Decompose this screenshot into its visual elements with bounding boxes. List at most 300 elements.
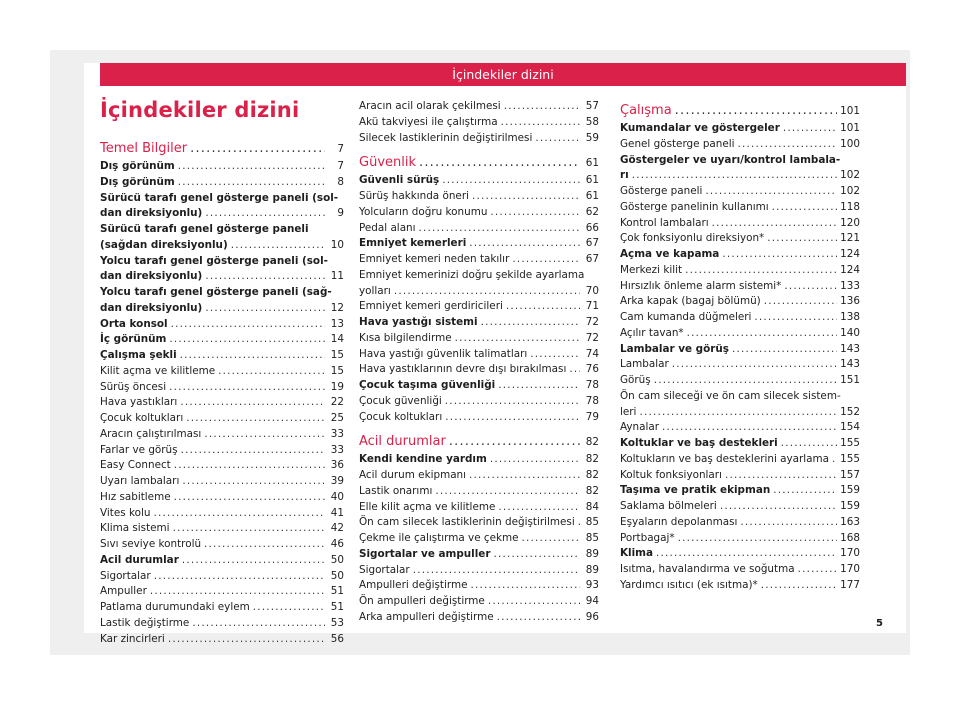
toc-page-number: 177: [840, 578, 860, 591]
dot-leader: [675, 101, 837, 120]
toc-page-number: 51: [330, 601, 344, 613]
toc-entry[interactable]: [620, 562, 860, 578]
dot-leader: [472, 189, 580, 205]
toc-page-number: 151: [840, 374, 860, 386]
toc-page-number: 96: [585, 610, 599, 623]
toc-entry[interactable]: [100, 395, 344, 411]
dot-leader: [205, 206, 325, 222]
page-title: İçindekiler dizini: [100, 98, 300, 122]
toc-entry[interactable]: [359, 547, 599, 563]
toc-entry-title: Taşıma ve pratik ekipman: [620, 484, 771, 497]
toc-entry[interactable]: [620, 326, 860, 342]
toc-entry[interactable]: [359, 515, 599, 531]
toc-page-number: 120: [840, 216, 860, 229]
toc-page-number: 74: [585, 347, 599, 360]
toc-page-number: 170: [840, 547, 860, 560]
dot-leader: [471, 578, 581, 594]
dot-leader: [578, 515, 580, 531]
toc-entry-title: Açma ve kapama: [620, 248, 720, 260]
toc-entry-title: Pedal alanı: [359, 221, 416, 234]
toc-entry[interactable]: [620, 546, 860, 562]
toc-page-number: 152: [840, 405, 860, 418]
dot-leader: [180, 348, 325, 364]
toc-entry[interactable]: [620, 515, 860, 531]
dot-leader: [498, 378, 580, 394]
toc-column-1: [100, 137, 344, 647]
toc-page-number: 101: [840, 105, 860, 117]
toc-entry-title: Sigortalar ve ampuller: [359, 547, 491, 560]
toc-entry[interactable]: [620, 200, 860, 216]
toc-entry-title: Acil durum ekipmanı: [359, 469, 467, 481]
dot-leader: [506, 299, 580, 315]
toc-entry-title: Sürüş öncesi: [100, 380, 167, 393]
toc-entry[interactable]: [100, 206, 344, 222]
toc-entry[interactable]: [100, 175, 344, 191]
dot-leader: [154, 569, 325, 585]
dot-leader: [181, 443, 325, 459]
toc-page-number: 58: [585, 115, 599, 128]
toc-entry-title: Emniyet kemerleri: [359, 237, 467, 250]
toc-page-number: 76: [585, 363, 599, 376]
toc-page-number: 136: [840, 295, 860, 308]
toc-entry[interactable]: [100, 159, 344, 175]
toc-entry-title: Aracın acil olarak çekilmesi: [359, 100, 501, 112]
toc-entry[interactable]: [359, 205, 599, 221]
toc-page-number: 8: [337, 175, 344, 188]
toc-entry[interactable]: [359, 484, 599, 500]
toc-entry-title: Emniyet kemeri neden takılır: [359, 253, 510, 265]
dot-leader: [173, 521, 325, 537]
toc-entry[interactable]: [359, 315, 599, 331]
toc-page-number: 46: [330, 538, 344, 550]
toc-entry-title: Hırsızlık önleme alarm sistemi*: [620, 279, 782, 292]
toc-entry[interactable]: [100, 332, 344, 348]
toc-entry[interactable]: [620, 468, 860, 484]
toc-entry[interactable]: [620, 216, 860, 232]
toc-entry-title: Saklama bölmeleri: [620, 500, 717, 512]
toc-entry[interactable]: [100, 348, 344, 364]
toc-entry-title: Hava yastığı güvenlik talimatları: [359, 347, 528, 360]
toc-entry[interactable]: [359, 331, 599, 347]
toc-entry[interactable]: [100, 506, 344, 522]
toc-entry-title: Çocuk koltukları: [359, 410, 443, 423]
dot-leader: [169, 332, 325, 348]
toc-page-number: 143: [840, 342, 860, 355]
toc-page-number: 170: [840, 563, 860, 575]
dot-leader: [204, 537, 325, 553]
toc-entry-title: Sigortalar: [100, 569, 151, 582]
toc-entry[interactable]: [359, 563, 599, 579]
dot-leader: [490, 452, 580, 468]
toc-page-number: 100: [840, 137, 860, 150]
dot-leader: [231, 238, 325, 254]
dot-leader: [445, 410, 580, 426]
dot-leader: [449, 432, 580, 451]
toc-entry-title: Dış görünüm: [100, 175, 175, 188]
toc-entry[interactable]: [359, 347, 599, 363]
dot-leader: [535, 131, 580, 147]
dot-leader: [455, 331, 580, 347]
dot-leader: [178, 175, 325, 191]
toc-entry-title: Vites kolu: [100, 506, 151, 519]
dot-leader: [783, 121, 837, 137]
toc-entry[interactable]: [100, 238, 344, 254]
toc-page-number: 12: [330, 301, 344, 314]
toc-entry[interactable]: [620, 578, 860, 594]
dot-leader: [705, 184, 837, 200]
toc-entry-title: Klima: [620, 547, 654, 560]
toc-entry-title: Açılır tavan*: [620, 326, 684, 339]
toc-entry[interactable]: [620, 357, 860, 373]
toc-entry[interactable]: [359, 284, 599, 300]
toc-entry-title: Koltuk fonksiyonları: [620, 468, 722, 481]
toc-page-number: 78: [585, 394, 599, 407]
dot-leader: [740, 515, 837, 531]
toc-entry[interactable]: [620, 373, 860, 389]
toc-entry[interactable]: [359, 252, 599, 268]
toc-entry[interactable]: [100, 301, 344, 317]
toc-entry-title: Genel gösterge paneli: [620, 137, 735, 150]
toc-entry-title: Çocuk taşıma güvenliği: [359, 379, 496, 391]
toc-entry[interactable]: [359, 531, 599, 547]
toc-entry-lead: Yolcu tarafı genel gösterge paneli (sağ-: [100, 286, 332, 298]
dot-leader: [501, 115, 580, 131]
dot-leader: [784, 279, 837, 295]
toc-page-number: 13: [330, 317, 344, 330]
toc-entry-lead: Ön cam sileceği ve ön cam silecek sistem-: [620, 389, 841, 402]
toc-entry[interactable]: [359, 115, 599, 131]
toc-entry[interactable]: [620, 263, 860, 279]
toc-page-number: 84: [585, 500, 599, 513]
toc-entry-title: Patlama durumundaki eylem: [100, 601, 250, 613]
toc-entry[interactable]: [100, 632, 344, 648]
dot-leader: [687, 326, 838, 342]
toc-page-number: 168: [840, 531, 860, 544]
toc-page-number: 79: [585, 410, 599, 423]
toc-entry[interactable]: [100, 600, 344, 616]
toc-entry-title: Sigortalar: [359, 563, 410, 576]
toc-page-number: 15: [330, 364, 344, 377]
dot-leader: [738, 137, 838, 153]
toc-page-number: 85: [585, 532, 599, 544]
toc-page-number: 33: [330, 443, 344, 456]
toc-entry-title: Easy Connect: [100, 459, 171, 472]
toc-entry[interactable]: [359, 578, 599, 594]
toc-entry[interactable]: [100, 380, 344, 396]
toc-entry-title: Ön ampulleri değiştirme: [359, 595, 485, 607]
toc-page-number: 71: [585, 300, 599, 313]
toc-entry-title: (sağdan direksiyonlu): [100, 238, 228, 251]
toc-page-number: 118: [840, 200, 860, 213]
toc-entry[interactable]: [620, 294, 860, 310]
toc-entry[interactable]: [100, 364, 344, 380]
toc-page-number: 39: [330, 475, 344, 487]
toc-entry[interactable]: [100, 553, 344, 569]
dot-leader: [469, 236, 580, 252]
toc-page-number: 154: [840, 421, 860, 434]
toc-page-number: 33: [330, 427, 344, 440]
toc-entry[interactable]: [100, 569, 344, 585]
toc-entry-title: Sürüş hakkında öneri: [359, 190, 469, 202]
toc-page-number: 82: [585, 436, 599, 449]
toc-entry-title: Kısa bilgilendirme: [359, 331, 452, 344]
toc-entry-title: Yardımcı ısıtıcı (ek ısıtma)*: [620, 578, 758, 591]
toc-section[interactable]: [359, 153, 599, 173]
toc-entry-title: Görüş: [620, 374, 651, 386]
toc-entry-title: Çalışma şekli: [100, 349, 177, 361]
toc-entry[interactable]: [620, 184, 860, 200]
toc-entry-title: Lastik değiştirme: [100, 616, 190, 629]
toc-entry[interactable]: [620, 247, 860, 263]
toc-page-number: 25: [330, 412, 344, 424]
toc-page-number: 102: [840, 169, 860, 182]
dot-leader: [419, 153, 580, 172]
toc-entry-title: Gösterge paneli: [620, 185, 703, 197]
toc-entry-title: Koltukların ve baş desteklerini ayarlama: [620, 452, 830, 465]
toc-page-number: 82: [585, 484, 599, 497]
dot-leader: [781, 436, 837, 452]
toc-page-number: 11: [330, 270, 344, 283]
dot-leader: [493, 547, 580, 563]
toc-entry-title: Elle kilit açma ve kilitleme: [359, 500, 496, 513]
toc-entry[interactable]: [100, 411, 344, 427]
dot-leader: [481, 315, 580, 331]
toc-entry-title: Cam kumanda düğmeleri: [620, 311, 752, 323]
dot-leader: [725, 468, 837, 484]
toc-section[interactable]: [359, 432, 599, 452]
toc-page-number: 61: [585, 157, 599, 170]
toc-entry-title: Çocuk koltukları: [100, 412, 184, 424]
dot-leader: [186, 411, 325, 427]
toc-entry[interactable]: [359, 500, 599, 516]
dot-leader: [720, 499, 837, 515]
toc-entry[interactable]: [620, 342, 860, 358]
toc-entry[interactable]: [359, 468, 599, 484]
toc-entry[interactable]: [359, 299, 599, 315]
toc-entry[interactable]: [620, 420, 860, 436]
dot-leader: [218, 364, 325, 380]
dot-leader: [798, 562, 838, 578]
toc-entry[interactable]: [100, 584, 344, 600]
dot-leader: [654, 373, 837, 389]
toc-page-number: 50: [330, 569, 344, 582]
toc-entry[interactable]: [620, 310, 860, 326]
toc-entry[interactable]: [100, 490, 344, 506]
toc-page-number: 50: [330, 553, 344, 566]
toc-page-number: 56: [330, 632, 344, 645]
dot-leader: [722, 247, 837, 263]
toc-page-number: 89: [585, 563, 599, 576]
toc-page-number: 89: [585, 547, 599, 560]
toc-entry-lead: Emniyet kemerinizi doğru şekilde ayarlama: [359, 268, 585, 281]
toc-entry[interactable]: [100, 521, 344, 537]
toc-entry[interactable]: [620, 452, 860, 468]
toc-entry-title: Hız sabitleme: [100, 490, 171, 503]
toc-entry[interactable]: [359, 394, 599, 410]
toc-entry[interactable]: [359, 362, 599, 378]
toc-entry[interactable]: [359, 378, 599, 394]
toc-entry[interactable]: [100, 616, 344, 632]
toc-page-number: 61: [585, 174, 599, 187]
toc-entry[interactable]: [100, 317, 344, 333]
toc-page-number: 102: [840, 185, 860, 197]
toc-entry-title: Arka ampulleri değiştirme: [359, 610, 494, 623]
toc-entry[interactable]: [620, 405, 860, 421]
dot-leader: [180, 395, 325, 411]
toc-entry[interactable]: [620, 168, 860, 184]
dot-leader: [497, 610, 580, 626]
toc-page-number: 94: [585, 595, 599, 607]
dot-leader: [639, 405, 837, 421]
toc-entry[interactable]: [359, 189, 599, 205]
toc-page-number: 59: [585, 131, 599, 144]
toc-page-number: 62: [585, 205, 599, 218]
dot-leader: [192, 616, 325, 632]
toc-entry[interactable]: [359, 410, 599, 426]
toc-entry[interactable]: [100, 443, 344, 459]
toc-page-number: 36: [330, 459, 344, 472]
toc-entry[interactable]: [359, 131, 599, 147]
toc-entry-title: Silecek lastiklerinin değiştirilmesi: [359, 131, 533, 144]
dot-leader: [174, 490, 325, 506]
toc-entry-title: dan direksiyonlu): [100, 270, 203, 283]
toc-entry-title: Acil durumlar: [100, 553, 179, 566]
toc-entry-title: Portbagaj*: [620, 531, 675, 544]
toc-entry-title: Emniyet kemeri gerdiricileri: [359, 300, 503, 313]
toc-entry[interactable]: [620, 531, 860, 547]
dot-leader: [190, 139, 325, 158]
toc-entry-title: İç görünüm: [100, 333, 167, 346]
toc-entry-lead: Sürücü tarafı genel gösterge paneli (sol-: [100, 191, 339, 204]
toc-page-number: 124: [840, 263, 860, 276]
toc-page-number: 67: [585, 253, 599, 265]
toc-entry[interactable]: [100, 537, 344, 553]
dot-leader: [153, 506, 325, 522]
toc-page-number: 9: [337, 207, 344, 220]
dot-leader: [182, 474, 325, 490]
toc-page-number: 140: [840, 326, 860, 339]
dot-leader: [530, 347, 580, 363]
toc-entry[interactable]: [359, 610, 599, 626]
toc-entry-title: Kontrol lambaları: [620, 216, 709, 229]
dot-leader: [150, 584, 325, 600]
header-bar: İçindekiler dizini: [100, 63, 906, 86]
toc-entry-title: Çocuk güvenliği: [359, 394, 442, 407]
toc-page-number: 51: [330, 585, 344, 598]
toc-entry-title: Akü takviyesi ile çalıştırma: [359, 115, 498, 128]
toc-entry[interactable]: [359, 99, 599, 115]
dot-leader: [773, 483, 837, 499]
dot-leader: [174, 458, 325, 474]
toc-entry-title: rı: [620, 169, 629, 182]
toc-page-number: 121: [840, 232, 860, 245]
toc-entry-title: Çok fonksiyonlu direksiyon*: [620, 232, 765, 245]
dot-leader: [469, 468, 580, 484]
toc-section[interactable]: [620, 101, 860, 121]
toc-entry[interactable]: [620, 436, 860, 452]
toc-page-number: 85: [585, 516, 599, 529]
toc-entry-lead: Sürücü tarafı genel gösterge paneli: [100, 223, 309, 235]
toc-entry-title: leri: [620, 405, 637, 418]
dot-leader: [182, 553, 325, 569]
dot-leader: [732, 342, 837, 358]
toc-entry-title: dan direksiyonlu): [100, 207, 203, 220]
toc-entry-lead: Göstergeler ve uyarı/kontrol lambala-: [620, 153, 841, 166]
toc-page-number: 93: [585, 579, 599, 592]
toc-entry[interactable]: [620, 279, 860, 295]
toc-entry-lead: Yolcu tarafı genel gösterge paneli (sol-: [100, 254, 328, 267]
toc-entry-title: Güvenlik: [359, 155, 416, 171]
toc-entry-title: Lambalar: [620, 358, 669, 371]
dot-leader: [678, 531, 838, 547]
toc-page-number: 78: [585, 379, 599, 391]
dot-leader: [205, 301, 325, 317]
toc-page-number: 159: [840, 500, 860, 512]
toc-entry-title: Acil durumlar: [359, 434, 446, 450]
toc-entry[interactable]: [359, 236, 599, 252]
toc-entry[interactable]: [620, 137, 860, 153]
dot-leader: [488, 594, 580, 610]
toc-section[interactable]: [100, 139, 344, 159]
toc-page-number: 101: [840, 122, 860, 134]
toc-entry[interactable]: [359, 594, 599, 610]
toc-entry-title: Klima sistemi: [100, 522, 170, 535]
toc-page-number: 41: [330, 506, 344, 519]
dot-leader: [205, 269, 325, 285]
toc-entry-title: Ampuller: [100, 585, 147, 598]
toc-entry-title: Arka kapak (bagaj bölümü): [620, 295, 761, 308]
toc-entry-title: Kumandalar ve göstergeler: [620, 122, 780, 134]
toc-entry-title: Merkezi kilit: [620, 263, 683, 276]
toc-page-number: 53: [330, 616, 344, 629]
toc-page-number: 157: [840, 468, 860, 481]
toc-entry-title: Aracın çalıştırılması: [100, 427, 202, 440]
toc-entry-title: Orta konsol: [100, 317, 168, 330]
dot-leader: [672, 357, 837, 373]
toc-entry[interactable]: [100, 458, 344, 474]
toc-entry-title: Lambalar ve görüş: [620, 342, 729, 355]
toc-page-number: 124: [840, 248, 860, 260]
dot-leader: [253, 600, 325, 616]
toc-entry[interactable]: [100, 474, 344, 490]
dot-leader: [204, 427, 325, 443]
toc-page-number: 82: [585, 453, 599, 466]
toc-entry[interactable]: [620, 499, 860, 515]
toc-entry[interactable]: [620, 121, 860, 137]
toc-entry[interactable]: [359, 452, 599, 468]
toc-entry[interactable]: [100, 269, 344, 285]
toc-page-number: 19: [330, 380, 344, 393]
toc-entry[interactable]: [620, 483, 860, 499]
toc-page-number: 42: [330, 522, 344, 535]
dot-leader: [394, 284, 580, 300]
dot-leader: [761, 578, 837, 594]
toc-page-number: 22: [330, 396, 344, 409]
toc-page-number: 7: [337, 160, 344, 172]
toc-entry[interactable]: [359, 173, 599, 189]
toc-page-number: 72: [585, 331, 599, 344]
toc-entry-title: Hava yastıkları: [100, 396, 178, 409]
toc-entry-title: Gösterge panelinin kullanımı: [620, 200, 769, 213]
toc-page-number: 15: [330, 349, 344, 361]
toc-entry[interactable]: [359, 221, 599, 237]
toc-page-number: 133: [840, 279, 860, 292]
toc-entry[interactable]: [100, 427, 344, 443]
toc-entry[interactable]: [620, 231, 860, 247]
toc-page-number: 66: [585, 221, 599, 234]
toc-entry-title: Aynalar: [620, 421, 660, 434]
toc-page-number: 143: [840, 358, 860, 371]
